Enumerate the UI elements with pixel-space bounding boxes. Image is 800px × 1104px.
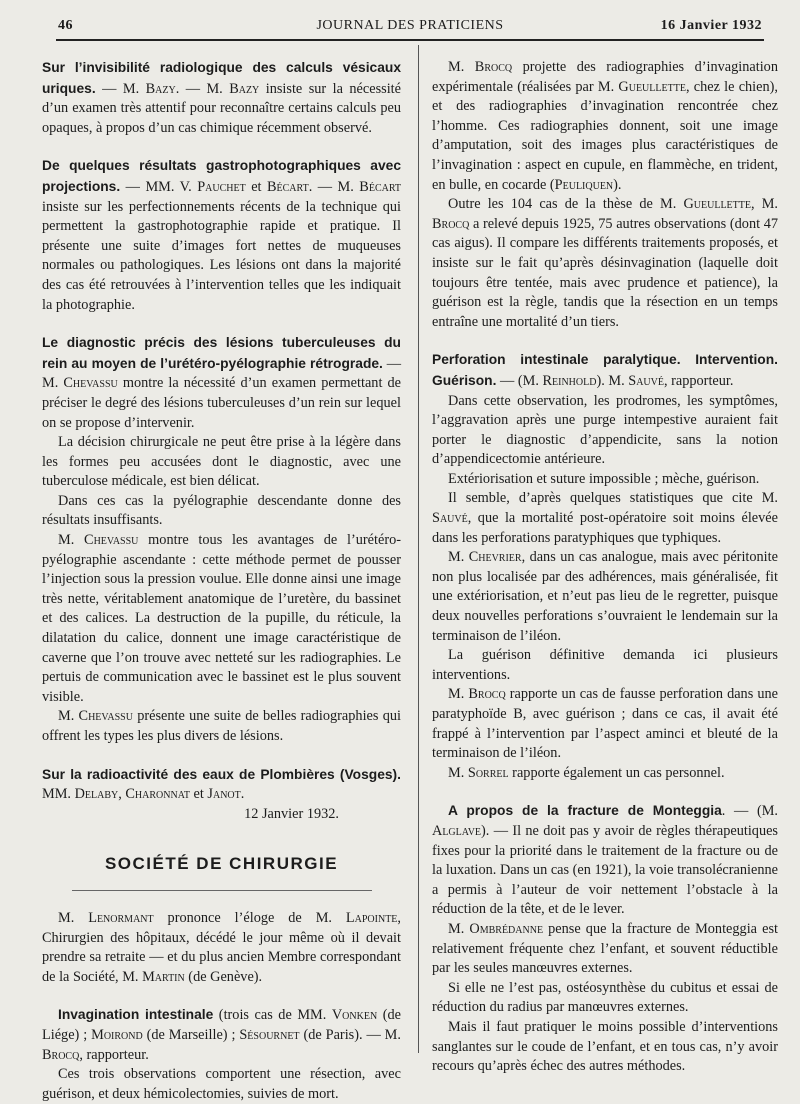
article-title: De quelques résultats gastrophotographiques avec projections. (42, 158, 401, 194)
paragraph: Mais il faut pratiquer le moins possible d’interventions sanglantes sur le coude de l’enfant, et en tous cas, n’y avoir recours qu’après échec des autres méthodes. (432, 1018, 778, 1075)
paragraph: M. Ombrédanne pense que la fracture de Monteggia est relativement fréquente chez l’enfant, et souvent réductible par les seules manœuvres externes. (432, 920, 778, 977)
article-perforation: Perforation intestinale paralytique. Intervention. Guérison. — (M. Reinhold). M. Sauvé, rapporteur. (432, 352, 778, 389)
author-name: Reinhold (542, 372, 597, 389)
author-name: Bazy (229, 80, 260, 97)
article-title: Perforation intestinale paralytique. Intervention. Guérison. (432, 352, 778, 388)
right-column (432, 58, 778, 1077)
paragraph: Dans cette observation, les prodromes, les symptômes, l’aggravation après une purge intempestive auraient fait porter le diagnostic d’appendicite, sans la notion d’appendicectomie antérieure. (432, 392, 778, 468)
author-name: Brocq (42, 1046, 80, 1063)
author-name: Sauvé (628, 372, 664, 389)
article-plombieres: Sur la radioactivité des eaux de Plombières (Vosges). MM. Delaby, Charonnat et Janot. (42, 766, 401, 803)
author-name: Lapointe (345, 909, 398, 926)
journal-title: JOURNAL DES PRATICIENS (316, 18, 504, 33)
paragraph-brocq: M. Brocq projette des radiographies d’invagination expérimentale (réalisées par M. Gueullette, chez le chien), et des radiographies d’invagination rencontrée chez l’homme. Ces radiographies donnent, soit une image d’amputation, soit des images plus caractéristiques de l’invagination : aspect en cupule, en flammèche, en trident, en bulle, en cocarde (Peuliquen). (432, 59, 778, 193)
author-name: Janot (207, 786, 241, 803)
paragraph-lenormant: M. Lenormant prononce l’éloge de M. Lapointe, Chirurgien des hôpitaux, décédé le jour même où il devait prendre sa retraite — et du plus ancien Membre correspondant de la Société, M. Martin (de Genève). (42, 909, 401, 985)
article-title: A propos de la fracture de Monteggia (448, 803, 722, 819)
author-name: Alglave (432, 822, 482, 839)
author-name: Bécart (359, 178, 402, 195)
author-name: M. Chevassu (58, 532, 139, 549)
paragraph: Si elle ne l’est pas, ostéosynthèse du cubitus et essai de réduction du radius par manœuvres externes. (432, 979, 778, 1016)
section-rule (72, 890, 372, 891)
author-name: Peuliquen (554, 176, 614, 193)
paragraph: Il semble, d’après quelques statistiques que cite M. Sauvé, que la mortalité post-opératoire soit moins élevée dans les perforations paratyphiques que typhiques. (432, 490, 778, 546)
author-name: Bazy (145, 80, 176, 97)
article-title: Sur l’invisibilité radiologique des calculs vésicaux uriques. (42, 60, 401, 96)
article-invagination: Invagination intestinale (trois cas de MM. Vonken (de Liége) ; Moirond (de Marseille) ; Sésournet (de Paris). — M. Brocq, rapporteur. (42, 1007, 401, 1063)
section-heading: SOCIÉTÉ DE CHIRURGIE (104, 854, 339, 874)
paragraph: M. Chevassu présente une suite de belles radiographies qui offrent les types les plus divers de lésions. (42, 708, 401, 744)
author-name: Martin (142, 968, 185, 985)
paragraph: Outre les 104 cas de la thèse de M. Gueullette, M. Brocq a relevé depuis 1925, 75 autres observations (dont 47 cas aigus). Il compare les différents traitements proposés, et insiste sur le fait qu’après désinvagination (laquelle doit toujours être tentée, mais avec prudence et patience), la guérison est la règle, tandis que la résection en un temps entraîne une mortalité d’un tiers. (432, 196, 778, 330)
article-tuberculosis: Le diagnostic précis des lésions tuberculeuses du rein au moyen de l’urétéro-pyélographie rétrograde. — M. Chevassu montre la nécessité d’un examen permettant de préciser le degré des lésions tuberculeuses d’un rein sur lequel on se propose d’intervenir. (42, 335, 402, 431)
author-name: Pauchet (197, 178, 246, 195)
author-name: Gueullette (618, 78, 686, 95)
author-name: Chevassu (63, 375, 118, 392)
article-monteggia: A propos de la fracture de Monteggia. — (M. Alglave). — Il ne doit pas y avoir de règles thérapeutiques fixes pour la priorité dans le traitement de la fracture ou de la luxation. Dans un cas (en 1921), la voie transolécranienne a permis à l’auteur de voir nettement l’obstacle à la réduction de la tête, et de le lever. (432, 803, 778, 918)
author-name: Sésournet (239, 1026, 300, 1043)
article-bazy: Sur l’invisibilité radiologique des calculs vésicaux uriques. — M. Bazy. — M. Bazy insiste sur la nécessité d’un examen très attentif pour reconnaître certains calculs peu opaques, à propos d’un cas chimique récemment observé. (42, 60, 401, 136)
paragraph: M. Brocq rapporte un cas de fausse perforation dans une paratyphoïde B, avec guérison ; dans ce cas, il avait été frappé à l’intervention par l’aspect aminci et bleuté de la terminaison de l’iléon. (432, 686, 778, 762)
author-name: Sauvé (432, 510, 468, 527)
column-divider (418, 45, 419, 1053)
paragraph: La guérison définitive demanda ici plusieurs interventions. (432, 647, 778, 683)
author-name: Lenormant (88, 909, 154, 926)
author-name: Charonnat (125, 786, 190, 803)
author-name: Ombrédanne (469, 920, 544, 937)
paragraph: M. Chevassu montre tous les avantages de l’urétéro-pyélographie ascendante : cette méthode permet de pousser l’injection sous la pression voulue. Elle donne ainsi une image très nette, véritablement anatomique de l’uretère, du bassinet et des calices. La destruction de la pupille, du réticule, la dilatation du calice, donnent une image caractéristique de caverne que l’on trouve avec netteté sur les radiographies. Le pertuis de communication avec le bassinet est le plus souvent visible. (42, 532, 401, 705)
article-title: Invagination intestinale (58, 1007, 214, 1023)
paragraph: La décision chirurgicale ne peut être prise à la légère dans les formes peu accusées dont le diagnostic, avec une tuberculose médicale, est bien délicat. (42, 434, 401, 490)
session-date: 12 Janvier 1932. (244, 805, 339, 822)
author-name: Moirond (91, 1026, 143, 1043)
author-name: Brocq (474, 59, 513, 75)
author-name: Brocq (432, 215, 470, 232)
article-title: Le diagnostic précis des lésions tuberculeuses du rein au moyen de l’urétéro-pyélographie rétrograde. (42, 335, 401, 371)
page-header (58, 18, 762, 40)
paragraph: Dans ces cas la pyélographie descendante donne des résultats insuffisants. (42, 492, 401, 529)
header-rule (56, 39, 764, 41)
paragraph: M. Chevrier, dans un cas analogue, mais avec péritonite non plus localisée par des adhérences, mais généralisée, fit une extériorisation, et n’eut pas lieu de le regretter, puisque deux nouvelles perforations s’ouvraient le lendemain sur la terminaison de l’iléon. (432, 549, 778, 644)
issue-date: 16 Janvier 1932 (660, 18, 762, 33)
author-name: Chevrier (468, 549, 522, 566)
author-name: Bécart (266, 178, 309, 195)
author-name: Brocq (468, 686, 506, 703)
author-name: Sorrel (467, 764, 509, 781)
author-name: Vonken (331, 1007, 378, 1024)
article-title: Sur la radioactivité des eaux de Plombières (Vosges). (42, 766, 401, 782)
paragraph: M. Sorrel rapporte également un cas personnel. (448, 764, 725, 781)
left-column (42, 58, 401, 1104)
author-name: Gueullette (683, 196, 751, 213)
article-gastrophotography: De quelques résultats gastrophotographiques avec projections. — MM. V. Pauchet et Bécart. — M. Bécart insiste sur les perfectionnements récents de la technique qui permettent la gastrophotographie rapide et pratique. Il présente une suite d’images fort nettes de muqueuses normales ou pathologiques. Les lésions ont dans la majorité des cas été retrouvées à l’intervention telles que les indiquait la photographie. (42, 158, 402, 313)
author-name: Delaby (74, 786, 119, 803)
paragraph: Ces trois observations comportent une résection, avec guérison, et deux hémicolectomies, suivies de mort. (42, 1066, 401, 1102)
author-name: M. Chevassu (58, 708, 133, 725)
page-number: 46 (58, 18, 73, 33)
paragraph: Extériorisation et suture impossible ; mèche, guérison. (448, 470, 760, 487)
